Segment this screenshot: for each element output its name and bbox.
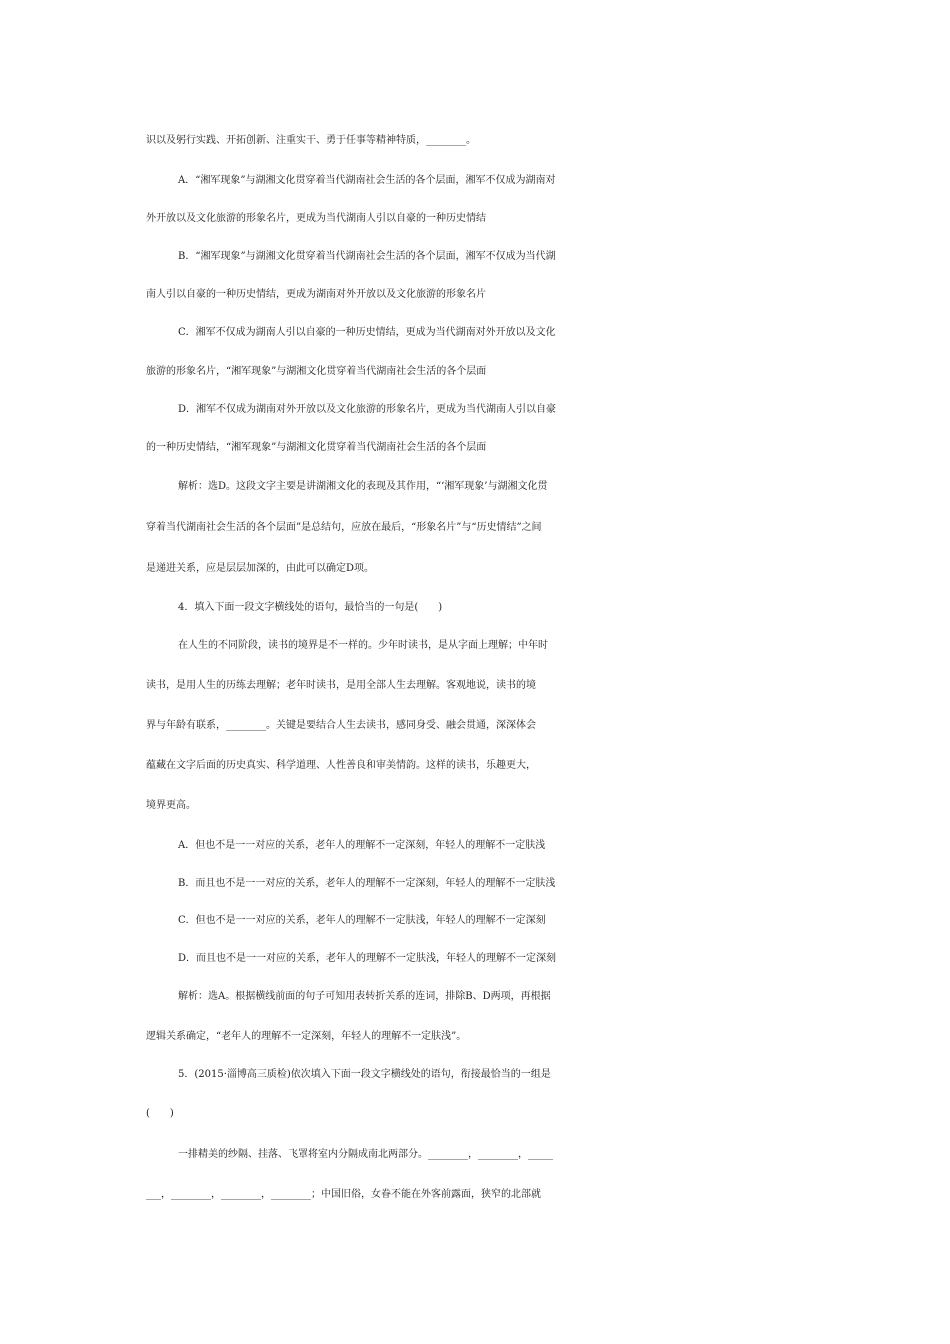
text-line: 是递进关系，应是层层加深的，由此可以确定D项。 xyxy=(146,563,375,574)
passage-line: 在人生的不同阶段，读书的境界是不一样的。少年时读书，是从字面上理解；中年时 xyxy=(178,640,548,651)
passage-line: ___，________，________，________；中国旧俗，女眷不能在外客前露面，狭窄的北部就 xyxy=(146,1189,541,1200)
option-b: B．而且也不是一一对应的关系，老年人的理解不一定深刻，年轻人的理解不一定肤浅 xyxy=(178,878,556,889)
question-4: 4．填入下面一段文字横线处的语句，最恰当的一句是( ) xyxy=(178,602,443,613)
option-d: D．而且也不是一一对应的关系，老年人的理解不一定肤浅，年轻人的理解不一定深刻 xyxy=(178,953,557,964)
passage-line: 境界更高。 xyxy=(146,800,196,811)
analysis: 解析：选A。根据横线前面的句子可知用表转折关系的连词，排除B、D两项，再根据 xyxy=(178,991,551,1002)
text-line: 旅游的形象名片，“湘军现象”与湖湘文化贯穿着当代湖南社会生活的各个层面 xyxy=(146,366,487,377)
question-5: 5．(2015·淄博高三质检)依次填入下面一段文字横线处的语句，衔接最恰当的一组是 xyxy=(178,1069,551,1080)
text-line: 识以及躬行实践、开拓创新、注重实干、勇于任事等精神特质，________。 xyxy=(146,135,476,146)
analysis: 解析：选D。这段文字主要是讲湖湘文化的表现及其作用，“‘湘军现象’与湖湘文化贯 xyxy=(178,481,548,492)
option-a: A．“湘军现象”与湖湘文化贯穿着当代湖南社会生活的各个层面，湘军不仅成为湖南对 xyxy=(178,175,556,186)
passage-line: 界与年龄有联系，________。关键是要结合人生去读书，感同身受、融会贯通，深深体会 xyxy=(146,720,536,731)
passage-line: 读书，是用人生的历练去理解；老年时读书，是用全部人生去理解。客观地说，读书的境 xyxy=(146,680,536,691)
answer-blank: ( ) xyxy=(146,1108,174,1119)
text-line: 穿着当代湖南社会生活的各个层面”是总结句，应放在最后，“形象名片”与“历史情结”之间 xyxy=(146,522,542,533)
option-c: C．湘军不仅成为湖南人引以自豪的一种历史情结，更成为当代湖南对外开放以及文化 xyxy=(178,327,556,338)
option-d: D．湘军不仅成为湖南对外开放以及文化旅游的形象名片，更成为当代湖南人引以自豪 xyxy=(178,404,557,415)
passage-line: 一排精美的纱隔、挂落、飞罩将室内分隔成南北两部分。________，________，_____ xyxy=(178,1149,553,1160)
option-a: A．但也不是一一对应的关系，老年人的理解不一定深刻，年轻人的理解不一定肤浅 xyxy=(178,840,546,851)
option-b: B．“湘军现象”与湖湘文化贯穿着当代湖南社会生活的各个层面，湘军不仅成为当代湖 xyxy=(178,251,556,262)
text-line: 逻辑关系确定，“老年人的理解不一定深刻，年轻人的理解不一定肤浅”。 xyxy=(146,1031,467,1042)
text-line: 外开放以及文化旅游的形象名片，更成为当代湖南人引以自豪的一种历史情结 xyxy=(146,213,486,224)
option-c: C．但也不是一一对应的关系，老年人的理解不一定肤浅，年轻人的理解不一定深刻 xyxy=(178,915,546,926)
text-line: 南人引以自豪的一种历史情结，更成为湖南对外开放以及文化旅游的形象名片 xyxy=(146,289,486,300)
text-line: 的一种历史情结，“湘军现象”与湖湘文化贯穿着当代湖南社会生活的各个层面 xyxy=(146,442,487,453)
passage-line: 蕴藏在文字后面的历史真实、科学道理、人性善良和审美情韵。这样的读书，乐趣更大， xyxy=(146,760,536,771)
